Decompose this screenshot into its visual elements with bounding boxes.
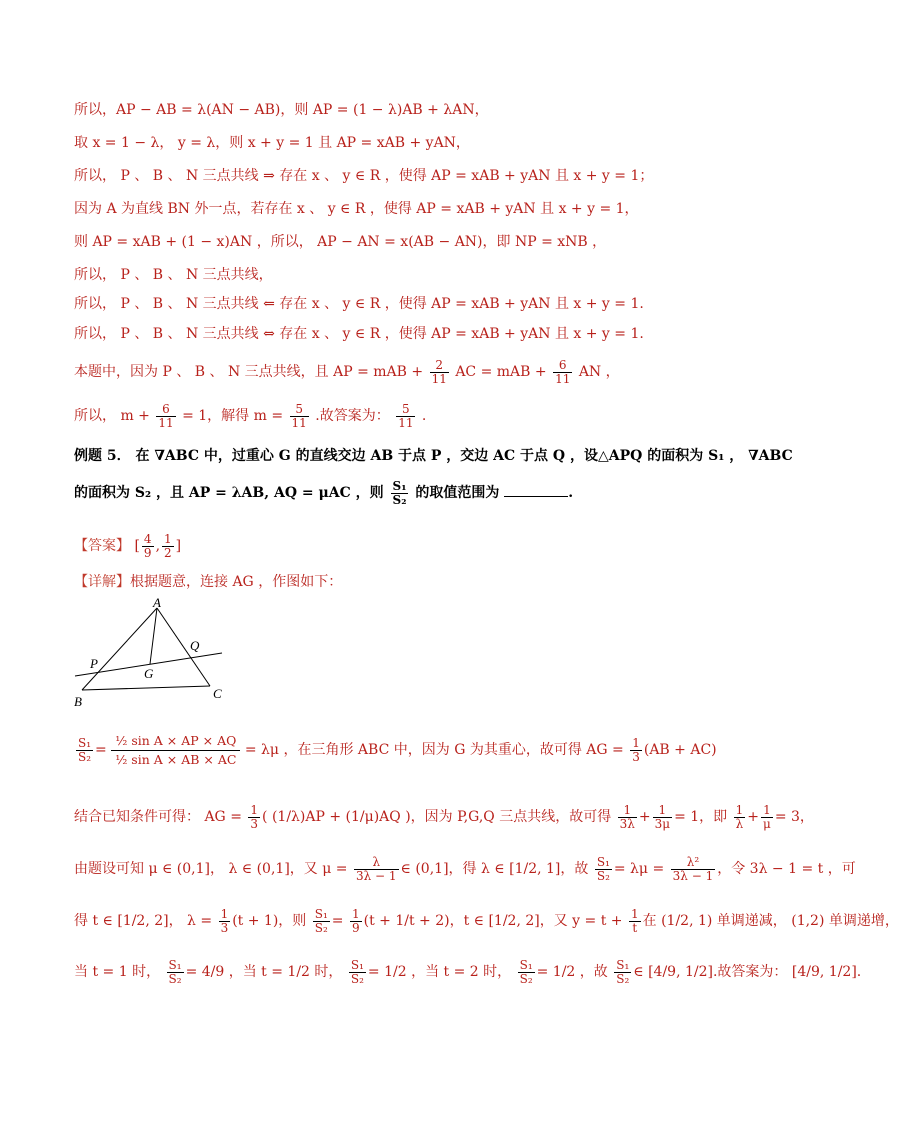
f1-ratio: $\frac{\text{½ sin A × AP × AQ}}{\text{½ sin A × AB × AC}}$ <box>111 732 240 769</box>
solution-line-8: 所以， P 、 B 、 N 三点共线 ⇔ 存在 x 、 y ∈ R ，使得 AP = xAB + yAN 且 x + y = 1. <box>74 326 644 342</box>
l10-pre: 所以， m + <box>74 408 150 424</box>
f4-mid2: = <box>331 913 344 929</box>
l9-mid: AC = mAB + <box>455 364 547 380</box>
detail-text: 根据题意，连接 AG ，作图如下： <box>130 574 343 590</box>
l10-frac-2: $\frac{5}{11}$ <box>291 401 307 430</box>
f5-s-d: $\frac{\text{S₁}}{\text{S₂}}$ <box>616 957 630 986</box>
l9-pre: 本题中，因为 P 、 B 、 N 三点共线，且 AP = mAB + <box>74 364 424 380</box>
detail-label: 【详解】 <box>74 574 130 590</box>
f3-mid2: ，故 <box>560 861 589 877</box>
l10-frac-1: $\frac{6}{11}$ <box>158 401 174 430</box>
formula-line-2: 结合已知条件可得： AG = $\frac{1}{3}$ ( (1/λ)AP + (1/μ)AQ )，因为 P,G,Q 三点共线，故可得 $\frac{1}{3\lambda}$ + $\frac{1}{3\mu}$ = 1，即 $\frac{1}{\lambda}$ + $\frac{1}{\mu}$ = 3， <box>74 802 814 831</box>
formula-line-1: $\frac{\text{S₁}}{\text{S₂}}$ = $\frac{\text{½ sin A × AP × AQ}}{\text{½ sin A × AB × AC}}$ = λμ ，在三角形 ABC 中，因为 G 为其重心，故可得 AG = $\frac{1}{3}$ (AB + AC) <box>78 732 717 767</box>
example-5-line-2 <box>74 478 754 508</box>
answer-blank <box>504 482 568 497</box>
example-text-2a: 的面积为 S₂ ，且 AP = λAB, AQ = μAC ，则 <box>74 485 384 501</box>
example-label: 例题 5． <box>74 448 131 464</box>
solution-line-4: 因为 A 为直线 BN 外一点，若存在 x 、 y ∈ R ，使得 AP = xAB + yAN 且 x + y = 1， <box>74 201 639 217</box>
f3-range: [1/2, 1] <box>509 861 561 877</box>
solution-line-6: 所以， P 、 B 、 N 三点共线， <box>74 267 273 283</box>
label-b: B <box>74 694 82 709</box>
f2-d: $\frac{1}{\mu}$ <box>763 802 771 831</box>
f5-s-b: $\frac{\text{S₁}}{\text{S₂}}$ <box>350 957 364 986</box>
f4-mid: (t + 1)，则 <box>232 913 307 929</box>
f1-rest: = λμ ，在三角形 ABC 中，因为 G 为其重心，故可得 AG = <box>244 742 624 758</box>
solution-line-3: 所以， P 、 B 、 N 三点共线 ⇒ 存在 x 、 y ∈ R ，使得 AP = xAB + yAN 且 x + y = 1； <box>74 168 654 184</box>
detail-line <box>74 572 754 592</box>
example-5-line-1 <box>74 446 793 466</box>
side-ac <box>157 608 210 686</box>
f2-third: $\frac{1}{3}$ <box>250 802 259 831</box>
f4-mid3: (t + 1/t + 2)，t ∈ [1/2, 2]，又 y = t + <box>363 913 623 929</box>
f2-mid2: = 1，即 <box>674 809 728 825</box>
f3-pre: 由题设可知 μ ∈ (0,1]， λ ∈ (0,1]，又 μ = <box>74 861 348 877</box>
f2-mid: ，因为 P,G,Q 三点共线，故可得 <box>410 809 612 825</box>
answer-line <box>74 532 754 560</box>
solution-line-5: 则 AP = xAB + (1 − x)AN ，所以， AP − AN = x(AB − AN)，即 NP = xNB ， <box>74 234 607 250</box>
example-frac: $\frac{\text{S₁}}{\text{S₂}}$ <box>392 478 407 507</box>
example-text-2c: . <box>568 485 574 501</box>
f4-pre: 得 t ∈ [1/2, 2]， λ = <box>74 913 213 929</box>
l10-frac-3: $\frac{5}{11}$ <box>398 401 414 430</box>
f4-s: $\frac{\text{S₁}}{\text{S₂}}$ <box>314 906 328 935</box>
f5-ans: [4/9, 1/2]. <box>791 964 862 980</box>
solution-line-2: 取 x = 1 − λ， y = λ，则 x + y = 1 且 AP = xAB + yAN， <box>74 135 470 151</box>
label-c: C <box>213 686 222 701</box>
side-bc <box>82 686 210 690</box>
f3-mid: ∈ (0,1]，得 λ ∈ <box>400 861 505 877</box>
l10-mid2: .故答案为： <box>315 408 390 424</box>
label-p: P <box>90 656 98 671</box>
f2-b: $\frac{1}{3\mu}$ <box>654 802 671 831</box>
l9-frac-2: $\frac{6}{11}$ <box>555 357 571 386</box>
answer-label: 【答案】 <box>74 538 130 554</box>
formula-line-5 <box>74 955 862 989</box>
example-text-2b: 的取值范围为 <box>415 485 500 501</box>
triangle-figure <box>72 595 232 710</box>
example-text-1: 在 ∇ABC 中，过重心 G 的直线交边 AB 于点 P ，交边 AC 于点 Q ，设△APQ 的面积为 S₁ ， ∇ABC <box>135 448 793 464</box>
l9-post: AN ， <box>578 364 620 380</box>
f1-tail: (AB + AC) <box>643 742 717 758</box>
f1-third: $\frac{1}{3}$ <box>632 735 640 764</box>
solution-line-9 <box>74 358 754 386</box>
formula-line-4 <box>74 904 899 938</box>
f2-pre: 结合已知条件可得： AG = <box>74 809 242 825</box>
f4-mid4: 在 (1/2, 1) 单调递减， (1,2) 单调递增， <box>642 913 899 929</box>
f1-lhs: $\frac{\text{S₁}}{\text{S₂}}$ <box>78 735 92 764</box>
f5-b: = 1/2 ，当 t = 2 时， <box>367 964 512 980</box>
f3-s: $\frac{\text{S₁}}{\text{S₂}}$ <box>596 854 610 883</box>
f5-d: ∈ [4/9, 1/2].故答案为： <box>633 964 788 980</box>
f2-post: = 3， <box>774 809 814 825</box>
label-a: A <box>153 595 161 610</box>
solution-line-10 <box>74 402 754 430</box>
label-q: Q <box>190 638 200 653</box>
f3-mid3: = λμ = <box>613 861 665 877</box>
f2-paren: ( (1/λ)AP + (1/μ)AQ ) <box>262 809 411 825</box>
f3-post: ，令 3λ − 1 = t ，可 <box>717 861 856 877</box>
f3-g: $\frac{\text{λ²}}{3\lambda - 1}$ <box>672 854 714 883</box>
f4-third: $\frac{1}{3}$ <box>220 906 229 935</box>
segment-ag <box>150 608 157 664</box>
solution-line-1: 所以，AP − AB = λ(AN − AB)，则 AP = (1 − λ)AB + λAN， <box>74 102 489 118</box>
f4-one-over-t: $\frac{1}{t}$ <box>630 906 639 935</box>
f5-s-c: $\frac{\text{S₁}}{\text{S₂}}$ <box>519 957 533 986</box>
f5-pre: 当 t = 1 时， <box>74 964 161 980</box>
solution-line-7: 所以， P 、 B 、 N 三点共线 ⇐ 存在 x 、 y ∈ R ，使得 AP = xAB + yAN 且 x + y = 1. <box>74 296 644 312</box>
label-g: G <box>144 666 154 681</box>
l9-frac-1: $\frac{2}{11}$ <box>431 357 447 386</box>
f2-a: $\frac{1}{3\lambda}$ <box>619 802 635 831</box>
f5-s-a: $\frac{\text{S₁}}{\text{S₂}}$ <box>168 957 182 986</box>
f5-a: = 4/9 ，当 t = 1/2 时， <box>185 964 343 980</box>
f2-c: $\frac{1}{\lambda}$ <box>735 802 744 831</box>
f4-ninth: $\frac{1}{9}$ <box>351 906 360 935</box>
f3-mu: $\frac{\lambda}{3\lambda - 1}$ <box>355 854 397 883</box>
formula-line-3 <box>74 852 856 886</box>
f5-c: = 1/2 ，故 <box>536 964 608 980</box>
answer-value: [ $\frac{4}{9}$ , $\frac{1}{2}$ ] <box>134 531 182 560</box>
l10-mid: = 1，解得 m = <box>182 408 284 424</box>
l10-post: . <box>421 408 427 424</box>
